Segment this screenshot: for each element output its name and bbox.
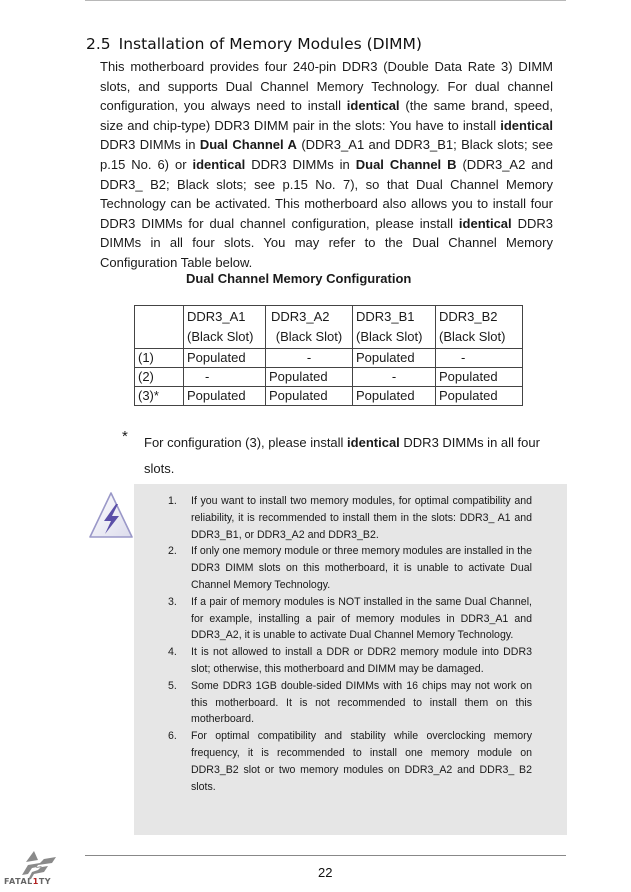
cell-value: - <box>205 369 210 384</box>
table-header-row <box>135 306 523 349</box>
intro-emphasis: identical <box>346 98 400 114</box>
section-heading-text: Installation of Memory Modules (DIMM) <box>118 35 422 53</box>
warning-item-text: If you want to install two memory modules, for optimal compatibility and reliability, it is recommended to install them in the slots: DDR3_ A1 and DDR3_B1, or DDR3_A2 and DDR3_B2. <box>191 495 532 541</box>
page-number: 22 <box>318 865 333 880</box>
slot-name: DDR3_A2 <box>271 309 330 324</box>
table-cell <box>436 349 523 368</box>
header-cell-a1 <box>184 306 266 349</box>
dual-channel-config-table <box>134 305 523 406</box>
intro-text: DDR3 DIMMs in all four slots. You may refer to the Dual Channel Memory Configuration Table below. <box>100 215 553 270</box>
warning-item-number: 6. <box>168 730 177 743</box>
warning-item-text: It is not allowed to install a DDR or DDR2 memory module into DDR3 slot; otherwise, this motherboard and DIMM may be damaged. <box>191 646 532 675</box>
warning-item-number: 1. <box>168 495 177 507</box>
table-cell <box>266 349 353 368</box>
warning-item <box>166 493 532 543</box>
header-cell-a2 <box>266 306 353 349</box>
footnote-text <box>144 430 564 482</box>
slot-color: (Black Slot) <box>356 329 423 344</box>
slot-color: (Black Slot) <box>275 329 343 344</box>
header-cell-b2 <box>436 306 523 349</box>
intro-paragraph <box>100 57 553 273</box>
table-cell <box>184 368 266 387</box>
slot-name: DDR3_B1 <box>356 309 415 324</box>
slot-color: (Black Slot) <box>439 329 506 344</box>
logo-text-b: TY <box>38 877 52 886</box>
warning-item-text: For optimal compatibility and stability while overclocking memory frequency, it is recommended to install one memory module on DDR3_B2 slot or two memory modules on DDR3_A2 and DDR3_ B2 slots. <box>191 730 532 793</box>
config-label: (2) <box>135 368 184 387</box>
intro-emphasis: Dual Channel A <box>199 137 297 153</box>
logo-text-a: FATAL <box>4 877 33 886</box>
table-row <box>135 349 523 368</box>
warning-item <box>166 644 532 678</box>
intro-emphasis: identical <box>192 156 246 172</box>
warning-list <box>166 493 532 795</box>
footnote-text-b: DDR3 DIMMs in all four slots. <box>144 435 540 476</box>
footer-rule <box>85 855 566 856</box>
section-number: 2.5 <box>86 35 111 53</box>
table-title: Dual Channel Memory Configuration <box>186 271 412 286</box>
warning-item <box>166 594 532 644</box>
header-cell-b1 <box>353 306 436 349</box>
intro-text: DDR3 DIMMs in <box>100 137 200 153</box>
table-cell: Populated <box>184 349 266 368</box>
config-label: (1) <box>135 349 184 368</box>
warning-item-number: 2. <box>168 545 177 558</box>
table-row <box>135 368 523 387</box>
table-cell: Populated <box>184 387 266 406</box>
intro-emphasis: Dual Channel B <box>355 156 457 172</box>
footnote-bold: identical <box>347 435 400 450</box>
slot-color: (Black Slot) <box>187 329 254 344</box>
slot-name: DDR3_A1 <box>187 309 246 324</box>
intro-text: (DDR3_A1 and DDR3_B1; Black slots; see p.15 No. 6) or <box>100 137 553 172</box>
header-cell-config <box>135 306 184 349</box>
intro-text: (the same brand, speed, size and chip-type) DDR3 DIMM pair in the slots: You have to install <box>100 98 553 133</box>
top-rule <box>85 0 566 1</box>
cell-value: - <box>306 350 312 365</box>
table-cell <box>353 368 436 387</box>
warning-item-number: 4. <box>168 646 177 659</box>
section-title <box>86 35 422 53</box>
warning-item-text: If a pair of memory modules is NOT installed in the same Dual Channel, for example, installing a pair of memory modules in DDR3_A1 and DDR3_A2, it is unable to activate Dual Channel Memory Technology. <box>191 595 532 642</box>
warning-item <box>166 543 532 593</box>
cell-value: - <box>461 350 466 365</box>
intro-text: This motherboard provides four 240-pin DDR3 (Double Data Rate 3) DIMM slots, and supports Dual Channel Memory Technology. For dual channel configuration, you always need to install <box>100 59 553 114</box>
table-cell: Populated <box>266 387 353 406</box>
intro-emphasis: identical <box>458 215 512 231</box>
slot-name: DDR3_B2 <box>439 309 498 324</box>
config-label: (3)* <box>135 387 184 406</box>
intro-text: (DDR3_A2 and DDR3_ B2; Black slots; see p.15 No. 7), so that Dual Channel Memory Technology can be activated. This motherboard also allows you to install four DDR3 DIMMs for dual channel configuration, please install <box>100 156 553 231</box>
cell-value: - <box>391 369 397 384</box>
footnote-text-a: For configuration (3), please install <box>144 435 348 450</box>
intro-text: DDR3 DIMMs in <box>245 156 356 172</box>
warning-item-number: 3. <box>168 595 177 608</box>
warning-item-number: 5. <box>168 679 177 692</box>
fatality-logo-text <box>4 877 51 886</box>
footnote-marker: * <box>122 428 128 445</box>
warning-item-text: If only one memory module or three memory modules are installed in the DDR3 DIMM slots on this motherboard, it is unable to activate Dual Channel Memory Technology. <box>191 545 532 591</box>
intro-emphasis: identical <box>500 117 553 133</box>
table-cell: Populated <box>266 368 353 387</box>
warning-item <box>166 728 532 795</box>
table-cell: Populated <box>436 368 523 387</box>
warning-item-text: Some DDR3 1GB double-sided DIMMs with 16 chips may not work on this motherboard. It is not recommended to install them on this motherboard. <box>191 679 532 726</box>
warning-item <box>166 678 532 728</box>
table-cell: Populated <box>353 387 436 406</box>
warning-lightning-icon <box>87 490 135 540</box>
table-row <box>135 387 523 406</box>
table-cell: Populated <box>436 387 523 406</box>
table-cell: Populated <box>353 349 436 368</box>
logo-text-one: 1 <box>32 877 39 886</box>
